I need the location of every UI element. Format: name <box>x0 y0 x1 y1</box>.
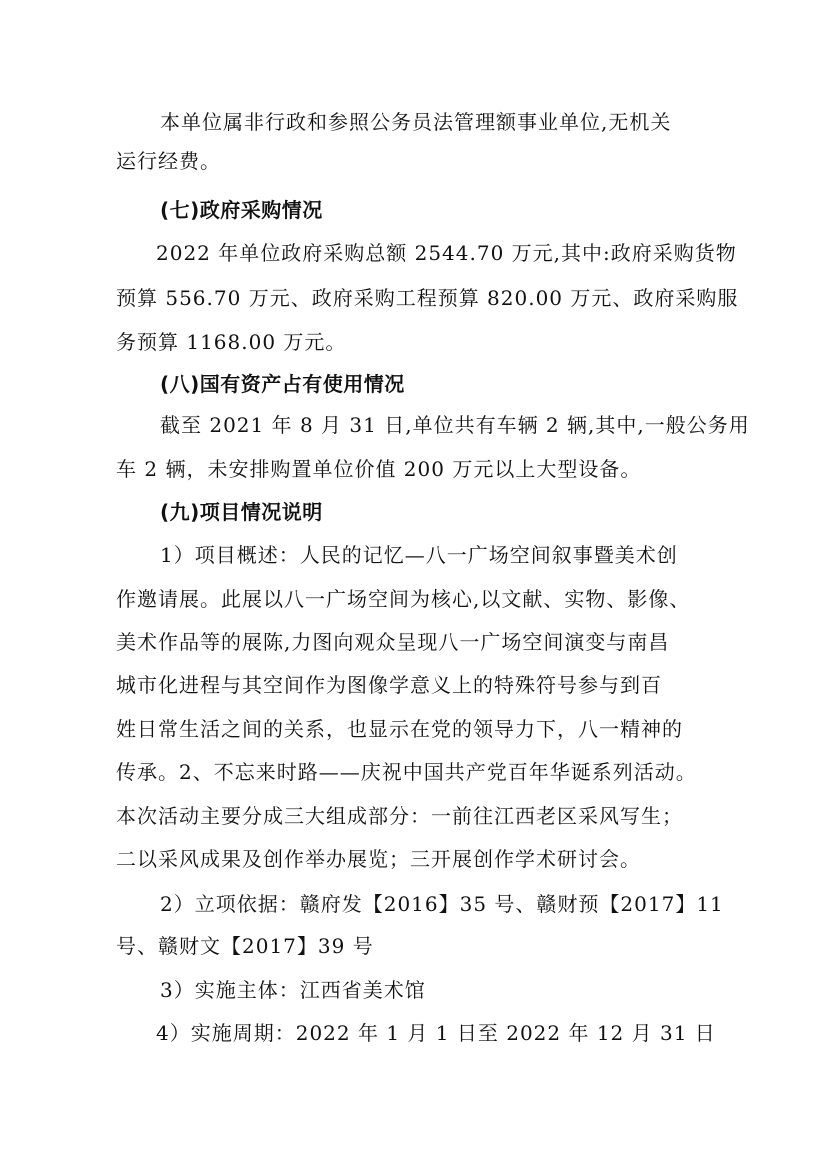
section-heading-assets: (八)国有资产占有使用情况 <box>160 372 405 396</box>
section-heading-projects: (九)项目情况说明 <box>160 500 323 524</box>
paragraph-line: 运行经费。 <box>116 149 221 173</box>
paragraph-line: 二以采风成果及创作举办展览；三开展创作学术研讨会。 <box>116 847 641 871</box>
paragraph-line: 2）立项依据：赣府发【2016】35 号、赣财预【2017】11 <box>160 892 724 916</box>
paragraph-line: 4）实施周期：2022 年 1 月 1 日至 2022 年 12 月 31 日 <box>156 1021 716 1045</box>
paragraph-line: 务预算 1168.00 万元。 <box>116 330 347 354</box>
paragraph-line: 作邀请展。此展以八一广场空间为核心,以文献、实物、影像、 <box>116 587 691 611</box>
paragraph-line: 2022 年单位政府采购总额 2544.70 万元,其中:政府采购货物 <box>156 241 737 265</box>
paragraph-line: 3）实施主体：江西省美术馆 <box>160 978 426 1002</box>
paragraph-line: 号、赣财文【2017】39 号 <box>116 934 374 958</box>
paragraph-line: 传承。2、不忘来时路——庆祝中国共产党百年华诞系列活动。 <box>116 760 697 784</box>
section-heading-procurement: (七)政府采购情况 <box>160 198 323 222</box>
paragraph-line: 1）项目概述：人民的记忆—八一广场空间叙事暨美术创 <box>160 543 678 567</box>
paragraph-line: 预算 556.70 万元、政府采购工程预算 820.00 万元、政府采购服 <box>116 286 739 310</box>
paragraph-line: 美术作品等的展陈,力图向观众呈现八一广场空间演变与南昌 <box>116 630 670 654</box>
paragraph-line: 本单位属非行政和参照公务员法管理额事业单位,无机关 <box>160 110 672 134</box>
paragraph-line: 姓日常生活之间的关系，也显示在党的领导力下，八一精神的 <box>116 717 683 741</box>
paragraph-line: 本次活动主要分成三大组成部分：一前往江西老区采风写生； <box>116 804 683 828</box>
paragraph-line: 城市化进程与其空间作为图像学意义上的特殊符号参与到百 <box>116 673 662 697</box>
paragraph-line: 车 2 辆，未安排购置单位价值 200 万元以上大型设备。 <box>116 457 642 481</box>
paragraph-line: 截至 2021 年 8 月 31 日,单位共有车辆 2 辆,其中,一般公务用 <box>160 413 750 437</box>
